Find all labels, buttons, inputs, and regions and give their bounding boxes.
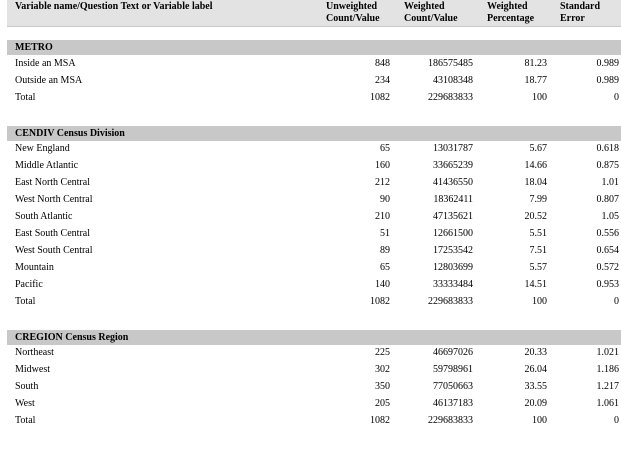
col-header-percentage: Weighted Percentage <box>487 1 535 24</box>
table-row: Mountain 65 12803699 5.57 0.572 <box>15 262 619 273</box>
col-header-weighted: Weighted Count/Value <box>404 1 458 24</box>
table-row: Inside an MSA 848 186575485 81.23 0.989 <box>15 58 619 69</box>
col-header-standard-error: Standard Error <box>560 1 601 24</box>
section-title-metro: METRO <box>7 40 621 55</box>
table-row: Pacific 140 33333484 14.51 0.953 <box>15 279 619 290</box>
table-row-total: Total 1082 229683833 100 0 <box>15 92 619 103</box>
table-row: East South Central 51 12661500 5.51 0.556 <box>15 228 619 239</box>
table-row: South Atlantic 210 47135621 20.52 1.05 <box>15 211 619 222</box>
table-row: Northeast 225 46697026 20.33 1.021 <box>15 347 619 358</box>
col-header-variable: Variable name/Question Text or Variable label <box>15 1 213 12</box>
table-row: Middle Atlantic 160 33665239 14.66 0.875 <box>15 160 619 171</box>
table-row: West 205 46137183 20.09 1.061 <box>15 398 619 409</box>
table-row: Outside an MSA 234 43108348 18.77 0.989 <box>15 75 619 86</box>
section-title-cregion: CREGION Census Region <box>7 330 621 345</box>
column-header-bar <box>7 0 621 27</box>
table-row-total: Total 1082 229683833 100 0 <box>15 296 619 307</box>
table-row: South 350 77050663 33.55 1.217 <box>15 381 619 392</box>
table-row: East North Central 212 41436550 18.04 1.01 <box>15 177 619 188</box>
table-row: New England 65 13031787 5.67 0.618 <box>15 143 619 154</box>
table-row: Midwest 302 59798961 26.04 1.186 <box>15 364 619 375</box>
col-header-unweighted: Unweighted Count/Value <box>326 1 380 24</box>
table-row: West South Central 89 17253542 7.51 0.654 <box>15 245 619 256</box>
section-title-cendiv: CENDIV Census Division <box>7 126 621 141</box>
table-row-total: Total 1082 229683833 100 0 <box>15 415 619 426</box>
table-row: West North Central 90 18362411 7.99 0.807 <box>15 194 619 205</box>
